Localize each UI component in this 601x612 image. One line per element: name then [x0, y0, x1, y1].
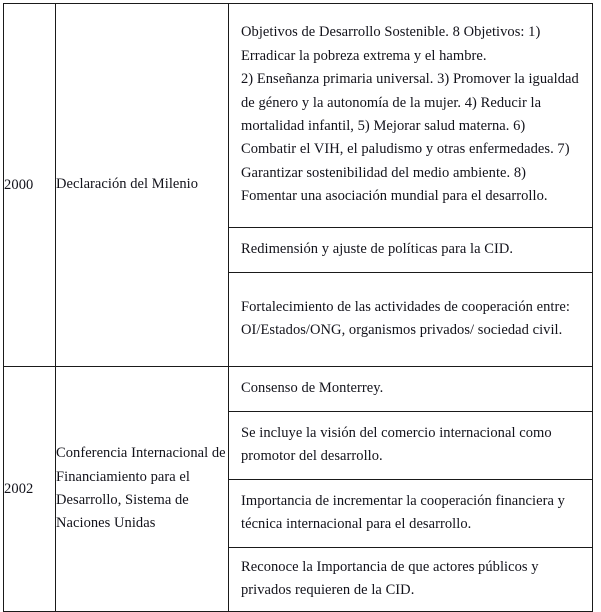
cell-event-2000: Declaración del Milenio	[56, 4, 229, 367]
description-financial-technical-cooperation: Importancia de incrementar la cooperación financiera y técnica internacional para el desarrollo.	[229, 480, 592, 548]
description-public-private-actors: Reconoce la Importancia de que actores públicos y privados requieren de la CID.	[241, 558, 539, 598]
description-international-trade-vision: Se incluye la visión del comercio internacional como promotor del desarrollo.	[229, 412, 592, 480]
description-row	[229, 4, 592, 228]
description-cooperation-strengthening: Fortalecimiento de las actividades de cooperación entre: OI/Estados/ONG, organismos privados/ sociedad civil.	[241, 298, 570, 338]
description-row	[229, 367, 592, 412]
description-row	[229, 228, 592, 273]
table-row	[4, 4, 593, 367]
description-subtable-2002	[229, 367, 592, 611]
description-policy-adjustment: Redimensión y ajuste de políticas para la CID.	[229, 228, 592, 273]
description-row	[229, 412, 592, 480]
description-subtable-2000	[229, 4, 592, 366]
timeline-table	[3, 3, 593, 612]
description-monterrey-consensus: Consenso de Monterrey.	[229, 367, 592, 412]
cell-year-2002: 2002	[4, 367, 56, 612]
table-row	[4, 367, 593, 612]
description-text-part-2: 2) Enseñanza primaria universal. 3) Promover la igualdad de género y la autonomía de la mujer. 4) Reducir la mortalidad infantil, 5) Mejorar salud materna. 6) Combatir el VIH, el paludismo y otras enfermedades. 7) Garantizar sostenibilidad del medio ambiente. 8) Fomentar una asociación mundial para el desarrollo.	[241, 71, 579, 205]
description-row	[229, 480, 592, 548]
cell-descriptions-2000	[229, 4, 593, 367]
cell-descriptions-2002	[229, 367, 593, 612]
description-row	[229, 548, 592, 612]
description-row	[229, 273, 592, 367]
document-table-container	[3, 3, 592, 598]
cell-event-2002: Conferencia Internacional de Financiamiento para el Desarrollo, Sistema de Naciones Unidas	[56, 367, 229, 612]
description-text-part-1: Objetivos de Desarrollo Sostenible. 8 Objetivos: 1) Erradicar la pobreza extrema y el hambre.	[241, 24, 541, 64]
cell-year-2000: 2000	[4, 4, 56, 367]
description-millennium-goals	[229, 4, 592, 228]
